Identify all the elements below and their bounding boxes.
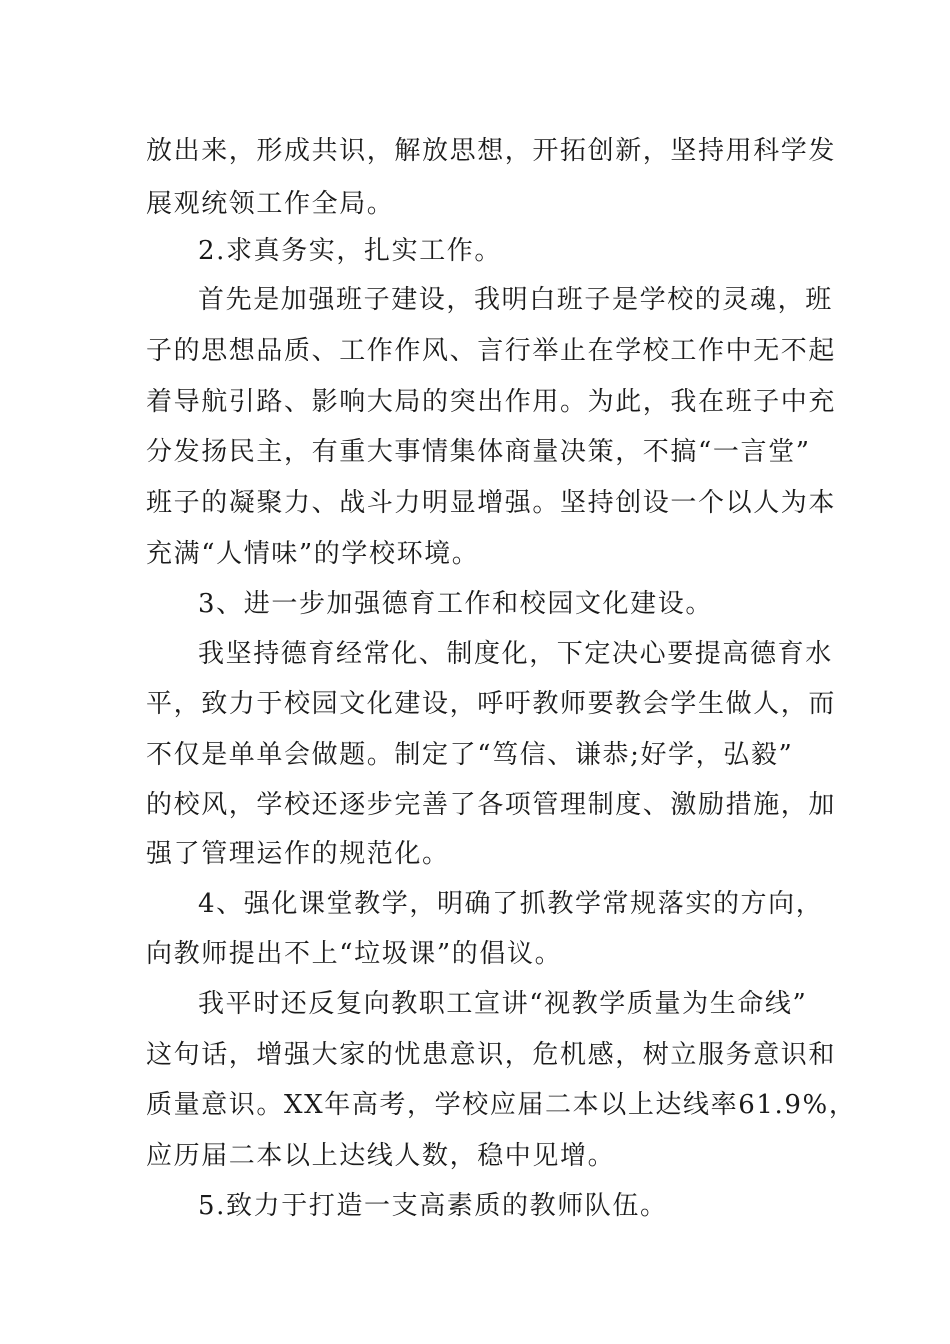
text-line: 着导航引路、影响大局的突出作用。为此，我在班子中充 — [146, 387, 837, 417]
text-line: 放出来，形成共识，解放思想，开拓创新，坚持用科学发 — [146, 136, 837, 166]
text-line: 分发扬民主，有重大事情集体商量决策，不搞“一言堂” — [146, 437, 811, 467]
text-line: 这句话，增强大家的忧患意识，危机感，树立服务意识和 — [146, 1040, 837, 1070]
text-line: 班子的凝聚力、战斗力明显增强。坚持创设一个以人为本 — [146, 488, 837, 518]
text-line: 2.求真务实，扎实工作。 — [198, 236, 503, 266]
text-line: 质量意识。XX年高考，学校应届二本以上达线率61.9%， — [146, 1090, 857, 1120]
text-line: 首先是加强班子建设，我明白班子是学校的灵魂，班 — [198, 285, 833, 315]
text-line: 应历届二本以上达线人数，稳中见增。 — [146, 1141, 616, 1171]
text-line: 向教师提出不上“垃圾课”的倡议。 — [146, 939, 563, 969]
text-line: 的校风，学校还逐步完善了各项管理制度、激励措施，加 — [146, 790, 837, 820]
text-line: 展观统领工作全局。 — [146, 189, 395, 219]
text-line: 强了管理运作的规范化。 — [146, 839, 450, 869]
text-line: 5.致力于打造一支高素质的教师队伍。 — [198, 1191, 668, 1221]
text-line: 子的思想品质、工作作风、言行举止在学校工作中无不起 — [146, 336, 837, 366]
text-line: 4、强化课堂教学，明确了抓教学常规落实的方向， — [198, 889, 824, 919]
text-line: 平，致力于校园文化建设，呼吁教师要教会学生做人，而 — [146, 689, 837, 719]
text-line: 充满“人情味”的学校环境。 — [146, 539, 480, 569]
text-line: 我坚持德育经常化、制度化，下定决心要提高德育水 — [198, 639, 833, 669]
text-line: 3、进一步加强德育工作和校园文化建设。 — [198, 589, 713, 619]
text-line: 我平时还反复向教职工宣讲“视教学质量为生命线” — [198, 989, 808, 1019]
text-line: 不仅是单单会做题。制定了“笃信、谦恭;好学，弘毅” — [146, 740, 794, 770]
